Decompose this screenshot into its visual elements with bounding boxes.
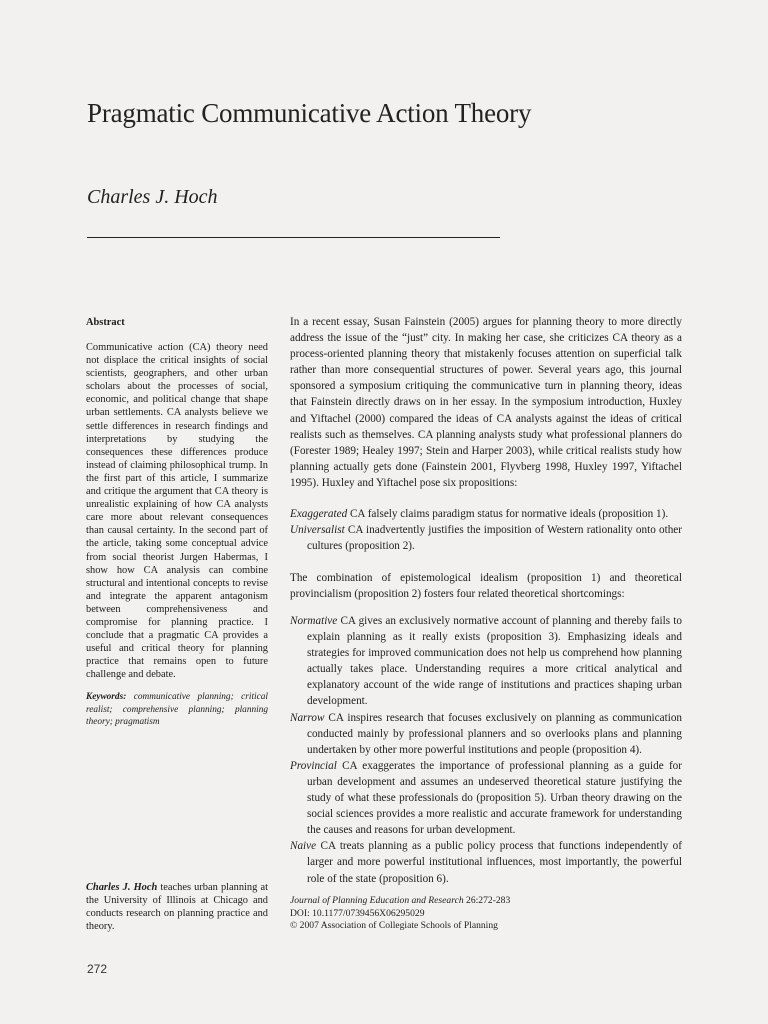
propositions-list-a [290,506,682,554]
copyright: © 2007 Association of Collegiate Schools of Planning [290,920,498,931]
proposition-term: Exaggerated [290,508,348,520]
proposition-item [290,613,682,710]
intro-paragraph: In a recent essay, Susan Fainstein (2005) argues for planning theory to more directly address the issue of the “just” city. In making her case, she criticizes CA theory as a process-oriented planning theory that mistakenly focuses attention on superficial talk rather than more consequential structures of power. Several years ago, this journal sponsored a symposium critiquing the communicative turn in planning theory, ideas that Fainstein directly draws on in her essay. In the symposium introduction, Huxley and Yiftachel (2000) compared the ideas of CA analysts against the ideas of critical realists such as themselves. CA planning analysts study what professional planners do (Forester 1989; Healey 1997; Stein and Harper 2003), while critical realists study how planning actually gets done (Fainstein 2001, Flyvberg 1998, Huxley 1997, Yiftachel 1995). Huxley and Yiftachel pose six propositions: [290,316,682,489]
page-number: 272 [87,962,108,976]
proposition-item [290,522,682,554]
proposition-item [290,710,682,758]
title-rule [87,237,500,238]
keywords-label: Keywords: [86,692,127,702]
doi: DOI: 10.1177/0739456X06295029 [290,907,425,919]
proposition-text: CA inadvertently justifies the imposition of Western rationality onto other cultures (proposition 2). [307,524,682,553]
proposition-text: CA treats planning as a public policy process that functions independently of larger and more powerful institutional influences, most importantly, the powerful role of the state (proposition 6). [307,840,682,885]
proposition-text: CA falsely claims paradigm status for normative ideals (proposition 1). [347,508,669,520]
proposition-item [290,838,682,886]
abstract-body: Communicative action (CA) theory need not displace the critical insights of social scientists, geographers, and other urban scholars about the processes of social, economic, and political change that shape urban settlements. CA analysts believe we settle differences in research findings and interpretations by studying the consequences these differences produce instead of claiming philosophical trump. In the first part of this article, I summarize and critique the argument that CA theory is unrealistic explaining of how CA analysts care more about relevant consequences than causal certainty. In the second part of the article, taking some conceptual advice from social theorist Jurgen Habermas, I show how CA analysis can combine structural and intentional concepts to revise and integrate the apparent antagonism between comprehensiveness and compromise for planning practice. I conclude that a pragmatic CA provides a useful and critical theory for planning practice that remains open to future challenge and debate. [86,342,268,681]
keywords-value: communicative planning; critical realist; comprehensive planning; planning theory; pragmatism [86,692,269,728]
journal-citation [290,895,510,908]
middle-paragraph: The combination of epistemological idealism (proposition 1) and theoretical provincialism (proposition 2) fosters four related theoretical shortcomings: [290,572,682,601]
proposition-item [290,506,682,522]
author-bio [86,881,268,933]
proposition-text: CA gives an exclusively normative account of planning and thereby fails to explain planning as it really exists (proposition 3). Emphasizing ideals and strategies for improved communication does not help us comprehend how planning actually takes place. Understanding requires a more critical analytical and explanatory account of the wide range of institutions and practices shaping urban development. [307,615,682,708]
abstract-heading: Abstract [86,317,125,328]
bio-name: Charles J. Hoch [86,882,158,893]
proposition-term: Narrow [290,711,325,724]
journal-name: Journal of Planning Education and Research [290,895,464,906]
proposition-term: Universalist [290,524,345,537]
proposition-term: Normative [290,615,338,627]
journal-volume: 26:272-283 [463,895,511,906]
propositions-list-b [290,613,682,887]
article-title: Pragmatic Communicative Action Theory [87,98,532,128]
proposition-term: Naive [290,840,317,853]
bio-text: teaches urban planning at the University of Illinois at Chicago and conducts research on planning practice and theory. [86,882,268,933]
proposition-term: Provincial [290,759,337,772]
keywords [86,691,268,729]
author-name: Charles J. Hoch [87,186,218,208]
proposition-text: CA inspires research that focuses exclusively on planning as communication conducted mainly by professional planners and so overlooks plans and planning undertaken by other more powerful institutions and people (proposition 4). [307,711,682,756]
proposition-text: CA exaggerates the importance of professional planning as a guide for urban development and assumes an undeserved theoretical stature justifying the study of what these professionals do (proposition 5). Urban theory drawing on the social sciences provides a more realistic and accurate framework for understanding the causes and reasons for urban development. [307,759,682,837]
journal-footer [290,895,510,933]
proposition-item [290,758,682,838]
